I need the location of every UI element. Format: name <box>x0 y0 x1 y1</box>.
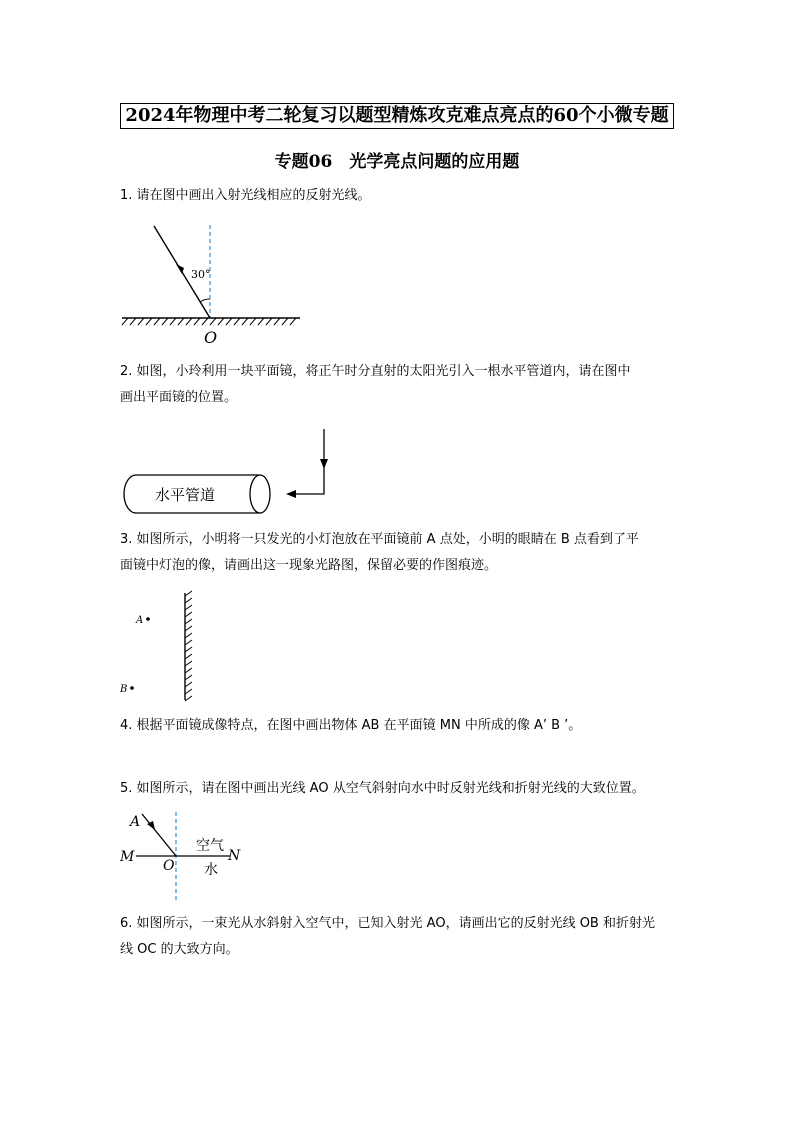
point-a-label: A <box>136 615 144 626</box>
ray-ao <box>142 814 176 856</box>
point-m-label: M <box>120 849 135 865</box>
mirror-hatching <box>122 318 296 325</box>
plane-mirror-figure <box>115 590 205 705</box>
point-o-label: O <box>204 328 218 347</box>
point-n-label: N <box>228 848 241 864</box>
question-4 <box>120 713 676 739</box>
question-6-line-1: 6. 如图所示，一束光从水斜射入空气中，已知入射光 AO，请画出它的反射光线 OB 和折射光 <box>120 916 655 931</box>
point-b-label: B <box>120 684 128 695</box>
water-label: 水 <box>204 862 218 878</box>
question-5 <box>120 776 676 802</box>
point-o-label: O <box>163 858 175 874</box>
eye-point-b <box>130 686 134 690</box>
pipe-figure <box>120 425 335 520</box>
question-2 <box>120 359 676 411</box>
pipe-label: 水平管道 <box>155 486 216 504</box>
series-banner: 2024年物理中考二轮复习以题型精炼攻克难点亮点的60个小微专题 <box>120 103 674 129</box>
question-3-line-2: 面镜中灯泡的像，请画出这一现象光路图，保留必要的作图痕迹。 <box>120 558 498 573</box>
lamp-point-a <box>146 617 150 621</box>
page-title: 专题06 光学亮点问题的应用题 <box>274 152 520 172</box>
question-2-line-2: 画出平面镜的位置。 <box>120 390 238 405</box>
question-1-line-1: 1. 请在图中画出入射光线相应的反射光线。 <box>120 188 371 203</box>
question-5-line-1: 5. 如图所示，请在图中画出光线 AO 从空气斜射向水中时反射光线和折射光线的大致位置。 <box>120 781 645 796</box>
question-1 <box>120 183 676 209</box>
question-2-line-1: 2. 如图，小玲利用一块平面镜，将正午时分直射的太阳光引入一根水平管道内，请在图中 <box>120 364 631 379</box>
question-6-line-2: 线 OC 的大致方向。 <box>120 942 239 957</box>
question-4-line-1: 4. 根据平面镜成像特点，在图中画出物体 AB 在平面镜 MN 中所成的像 A’ B ’。 <box>120 718 582 733</box>
question-3-line-1: 3. 如图所示，小明将一只发光的小灯泡放在平面镜前 A 点处，小明的眼睛在 B 点看到了平 <box>120 532 639 547</box>
sunlight-ray <box>288 429 324 494</box>
pipe-opening <box>250 475 270 513</box>
plane-mirror-hatching <box>185 591 192 701</box>
reflection-figure <box>118 220 308 348</box>
question-6 <box>120 911 676 963</box>
sunlight-arrow-down-icon <box>320 459 328 469</box>
question-3 <box>120 527 676 579</box>
point-a-label: A <box>130 814 141 830</box>
refraction-figure <box>118 808 250 903</box>
air-label: 空气 <box>196 838 224 854</box>
angle-label: 30° <box>191 268 211 281</box>
angle-arc <box>200 299 210 302</box>
sunlight-arrow-left-icon <box>286 490 296 498</box>
